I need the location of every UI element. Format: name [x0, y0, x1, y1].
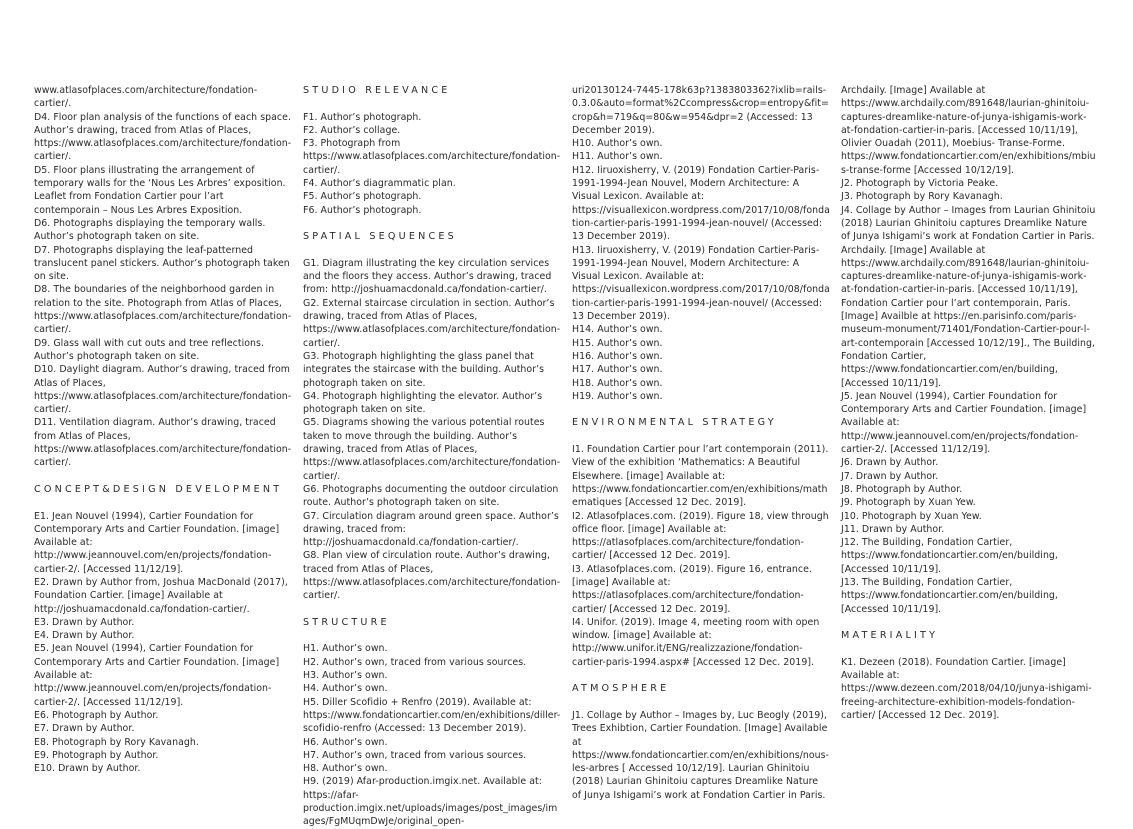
reference-entry: H7. Author’s own, traced from various sources.: [303, 749, 527, 761]
spacer: [572, 696, 830, 709]
reference-entry: H3. Author’s own.: [303, 670, 388, 682]
section-heading: STRUCTURE: [303, 616, 390, 628]
reference-entry: J11. Drawn by Author.: [841, 523, 945, 535]
section-heading: ENVIRONMENTAL STRATEGY: [572, 417, 777, 429]
reference-entry: J6. Drawn by Author.: [841, 457, 939, 469]
reference-entry: D6. Photographs displaying the temporary walls. Author’s photograph taken on site.: [34, 217, 266, 243]
reference-entry: F5. Author’s photograph.: [303, 191, 422, 203]
reference-entry: I4. Unifor. (2019). Image 4, meeting room with open window. [image] Available at: http://www.unifor.it/ENG/realizzazione/fondation-cartier-paris-1994.aspx# [Accessed 12 Dec. 2019].: [572, 616, 820, 668]
reference-entry: D11. Ventilation diagram. Author’s drawing, traced from Atlas of Places, https://www.atlasofplaces.com/architecture/fondation-cartier/.: [34, 417, 292, 469]
spacer: [303, 244, 561, 257]
section-heading: CONCEPT&DESIGN DEVELOPMENT: [34, 483, 283, 495]
reference-entry: H18. Author’s own.: [572, 377, 663, 389]
reference-entry: E3. Drawn by Author.: [34, 616, 135, 628]
reference-entry: F1. Author’s photograph.: [303, 111, 422, 123]
reference-entry: J7. Drawn by Author.: [841, 470, 939, 482]
reference-entry: J8. Photograph by Author.: [841, 483, 963, 495]
reference-entry: E5. Jean Nouvel (1994), Cartier Foundation for Contemporary Arts and Cartier Foundation. [image] Available at: http://www.jeannouvel.com/en/projects/fondation-cartier-2/. [Accessed 11/12/19].: [34, 643, 280, 708]
reference-entry: J12. The Building, Fondation Cartier, https://www.fondationcartier.com/en/building, [Accessed 10/11/19].: [841, 537, 1058, 575]
reference-entry: H19. Author’s own.: [572, 390, 663, 402]
spacer: [841, 616, 1099, 629]
section-heading: MATERIALITY: [841, 630, 939, 642]
reference-entry: F3. Photograph from https://www.atlasofplaces.com/architecture/fondation-cartier/.: [303, 138, 561, 176]
section-heading: ATMOSPHERE: [572, 683, 670, 695]
reference-entry: H10. Author’s own.: [572, 138, 663, 150]
spacer: [841, 642, 1099, 655]
reference-entry: D8. The boundaries of the neighborhood garden in relation to the site. Photograph from Atlas of Places, https://www.atlasofplaces.com/architecture/fondation-cartier/.: [34, 284, 292, 336]
spacer: [572, 430, 830, 443]
reference-entry: Archdaily. [Image] Available at https://www.archdaily.com/891648/laurian-ghinitoiu-captures-dreamlike-nature-of-junya-ishigamis-work-at-fondation-cartier-in-paris. [Accessed 10/11/19], Olivier Ouadah (2011), Moebius- Transe-Forme. https://www.fondationcartier.com/en/exhibitions/mbius-transe-forme [Accessed 10/12/19].: [841, 85, 1096, 176]
section-heading: STUDIO RELEVANCE: [303, 85, 451, 96]
reference-entry: D10. Daylight diagram. Author’s drawing, traced from Atlas of Places, https://www.atlasofplaces.com/architecture/fondation-cartier/.: [34, 364, 292, 416]
reference-entry: H8. Author’s own.: [303, 763, 388, 775]
reference-entry: H16. Author’s own.: [572, 350, 663, 362]
reference-entry: F4. Author’s diagrammatic plan.: [303, 178, 456, 190]
reference-entry: H11. Author’s own.: [572, 151, 663, 163]
reference-entry: D9. Glass wall with cut outs and tree reflections. Author’s photograph taken on site.: [34, 337, 264, 362]
reference-entry: H13. Iiruoxisherry, V. (2019) Fondation Cartier-Paris-1991-1994-Jean Nouvel, Modern Architecture: A Visual Lexicon. Available at: https://visuallexicon.wordpress.com/2017/10/08/fondation-cartier-paris-1991-1994-jean-nouvel/ (Accessed: 13 December 2019).: [572, 244, 830, 323]
column-1: [34, 84, 292, 775]
reference-entry: I1. Foundation Cartier pour l’art contemporain (2011). View of the exhibition ‘Mathematics: A Beautiful Elsewhere. [image] Available at: https://www.fondationcartier.com/en/exhibitions/mathematiques [Accessed 12 Dec. 2019].: [572, 444, 829, 509]
spacer: [303, 217, 561, 230]
reference-entry: H1. Author’s own.: [303, 643, 388, 655]
reference-entry: F2. Author’s collage.: [303, 124, 401, 136]
spacer: [303, 629, 561, 642]
reference-entry: www.atlasofplaces.com/architecture/fondation-cartier/.: [34, 85, 258, 110]
reference-entry: D5. Floor plans illustrating the arrangement of temporary walls for the ‘Nous Les Arbres’ exposition. Leaflet from Fondation Cartier pour l’art contemporain – Nous Les Arbres Exposition.: [34, 164, 286, 216]
reference-entry: K1. Dezeen (2018). Foundation Cartier. [image] Available at: https://www.dezeen.com/2018/04/10/junya-ishigami-freeing-architecture-exhibition-models-fondation-cartier/ [Accessed 12 Dec. 2019].: [841, 656, 1092, 721]
reference-entry: H12. Iiruoxisherry, V. (2019) Fondation Cartier-Paris-1991-1994-Jean Nouvel, Modern Architecture: A Visual Lexicon. Available at: https://visuallexicon.wordpress.com/2017/10/08/fondation-cartier-paris-1991-1994-jean-nouvel/ (Accessed: 13 December 2019).: [572, 164, 830, 243]
reference-entry: H17. Author’s own.: [572, 364, 663, 376]
reference-entry: J3. Photograph by Rory Kavanagh.: [841, 191, 1003, 203]
reference-entry: D4. Floor plan analysis of the functions of each space. Author’s drawing, traced from Atlas of Places, https://www.atlasofplaces.com/architecture/fondation-cartier/.: [34, 111, 292, 163]
reference-entry: I3. Atlasofplaces.com. (2019). Figure 16, entrance. [image] Available at: https://atlasofplaces.com/architecture/fondation-cartier/ [Accessed 12 Dec. 2019].: [572, 563, 812, 615]
reference-entry: G8. Plan view of circulation route. Author’s drawing, traced from Atlas of Places, https://www.atlasofplaces.com/architecture/fondation-cartier/.: [303, 550, 561, 602]
reference-entry: G2. External staircase circulation in section. Author’s drawing, traced from Atlas of Places, https://www.atlasofplaces.com/architecture/fondation-cartier/.: [303, 297, 561, 349]
reference-entry: J10. Photograph by Xuan Yew.: [841, 510, 982, 522]
reference-entry: H2. Author’s own, traced from various sources.: [303, 656, 527, 668]
reference-entry: J4. Collage by Author – Images from Laurian Ghinitoiu (2018) Laurian Ghinitoiu captures Dreamlike Nature of Junya Ishigami’s work at Fondation Cartier in Paris. Archdaily. [Image] Available at https://www.archdaily.com/891648/laurian-ghinitoiu-captures-dreamlike-nature-of-junya-ishigamis-work-at-fondation-cartier-in-paris. [Accessed 10/11/19], Fondation Cartier pour l’art contemporain, Paris. [Image] Availble at https://en.parisinfo.com/paris-museum-monument/71401/Fondation-Cartier-pour-l-art-contemporain [Accessed 10/12/19]., The Building, Fondation Cartier, https://www.fondationcartier.com/en/building, [Accessed 10/11/19].: [841, 204, 1096, 389]
reference-entry: E1. Jean Nouvel (1994), Cartier Foundation for Contemporary Arts and Cartier Foundation. [image] Available at: http://www.jeannouvel.com/en/projects/fondation-cartier-2/. [Accessed 11/12/19].: [34, 510, 280, 575]
reference-entry: E9. Photograph by Author.: [34, 749, 159, 761]
spacer: [34, 496, 292, 509]
reference-entry: J2. Photograph by Victoria Peake.: [841, 178, 999, 190]
reference-entry: H14. Author’s own.: [572, 324, 663, 336]
reference-entry: J5. Jean Nouvel (1994), Cartier Foundation for Contemporary Arts and Cartier Foundation. [image] Available at: http://www.jeannouvel.com/en/projects/fondation-cartier-2/. [Accessed 11/12/19].: [841, 390, 1087, 456]
spacer: [572, 403, 830, 416]
reference-entry: J13. The Building, Fondation Cartier, https://www.fondationcartier.com/en/building, [Accessed 10/11/19].: [841, 576, 1058, 615]
reference-entry: J9. Photograph by Xuan Yew.: [841, 497, 976, 509]
reference-entry: G5. Diagrams showing the various potential routes taken to move through the building. Author’s drawing, traced from Atlas of Places, https://www.atlasofplaces.com/architecture/fondation-cartier/.: [303, 417, 561, 482]
reference-entry: H4. Author’s own.: [303, 683, 388, 695]
section-heading: SPATIAL SEQUENCES: [303, 231, 457, 243]
spacer: [34, 470, 292, 483]
reference-entry: F6. Author’s photograph.: [303, 204, 422, 216]
reference-entry: E6. Photograph by Author.: [34, 709, 159, 721]
reference-entry: I2. Atlasofplaces.com. (2019). Figure 18, view through office floor. [image] Available at: https://atlasofplaces.com/architecture/fondation-cartier/ [Accessed 12 Dec. 2019].: [572, 510, 829, 562]
reference-entry: D7. Photographs displaying the leaf-patterned translucent panel stickers. Author’s photograph taken on site.: [34, 244, 290, 283]
reference-entry: E4. Drawn by Author.: [34, 630, 135, 642]
spacer: [572, 669, 830, 682]
spacer: [303, 97, 561, 110]
reference-entry: H15. Author’s own.: [572, 337, 663, 349]
reference-entry: J1. Collage by Author – Images by, Luc Beogly (2019), Trees Exhibtion, Cartier Foundation. [Image] Available at https://www.fondationcartier.com/en/exhibitions/nous-les-arbres [ Accessed 10/12/19]. Laurian Ghinitoiu (2018) Laurian Ghinitoiu captures Dreamlike Nature of Junya Ishigami’s work at Fondation Cartier in Paris.: [572, 709, 829, 801]
column-2: [303, 84, 561, 829]
reference-entry: E7. Drawn by Author.: [34, 723, 135, 735]
reference-entry: uri20130124-7445-178k63p?1383803362?ixlib=rails-0.3.0&auto=format%2Ccompress&crop=entropy&fit=crop&h=719&q=80&w=954&dpr=2 (Accessed: 13 December 2019).: [572, 85, 829, 136]
reference-entry: G4. Photograph highlighting the elevator. Author’s photograph taken on site.: [303, 390, 543, 416]
column-3: [572, 84, 830, 802]
reference-entry: E10. Drawn by Author.: [34, 763, 141, 775]
column-4: [841, 84, 1099, 722]
reference-entry: E8. Photograph by Rory Kavanagh.: [34, 736, 199, 748]
reference-entry: G3. Photograph highlighting the glass panel that integrates the staircase with the building. Author’s photograph taken on site.: [303, 350, 545, 389]
reference-entry: G7. Circulation diagram around green space. Author’s drawing, traced from: http://joshuamacdonald.ca/fondation-cartier/.: [303, 510, 559, 549]
reference-entry: H6. Author’s own.: [303, 736, 388, 748]
reference-entry: E2. Drawn by Author from, Joshua MacDonald (2017), Foundation Cartier. [image] Available at http://joshuamacdonald.ca/fondation-cartier/.: [34, 576, 288, 615]
reference-entry: G1. Diagram illustrating the key circulation services and the floors they access. Author’s drawing, traced from: http://joshuamacdonald.ca/fondation-cartier/.: [303, 257, 552, 296]
reference-entry: H5. Diller Scofidio + Renfro (2019). Available at: https://www.fondationcartier.com/en/exhibitions/diller-scofidio-renfro (Accessed: 13 December 2019).: [303, 696, 561, 735]
spacer: [303, 603, 561, 616]
reference-entry: H9. (2019) Afar-production.imgix.net. Available at: https://afar-production.imgix.net/uploads/images/post_images/images/FgMUqmDwJe/original_open-: [303, 776, 558, 828]
reference-entry: G6. Photographs documenting the outdoor circulation route. Author’s photograph taken on site.: [303, 483, 559, 509]
